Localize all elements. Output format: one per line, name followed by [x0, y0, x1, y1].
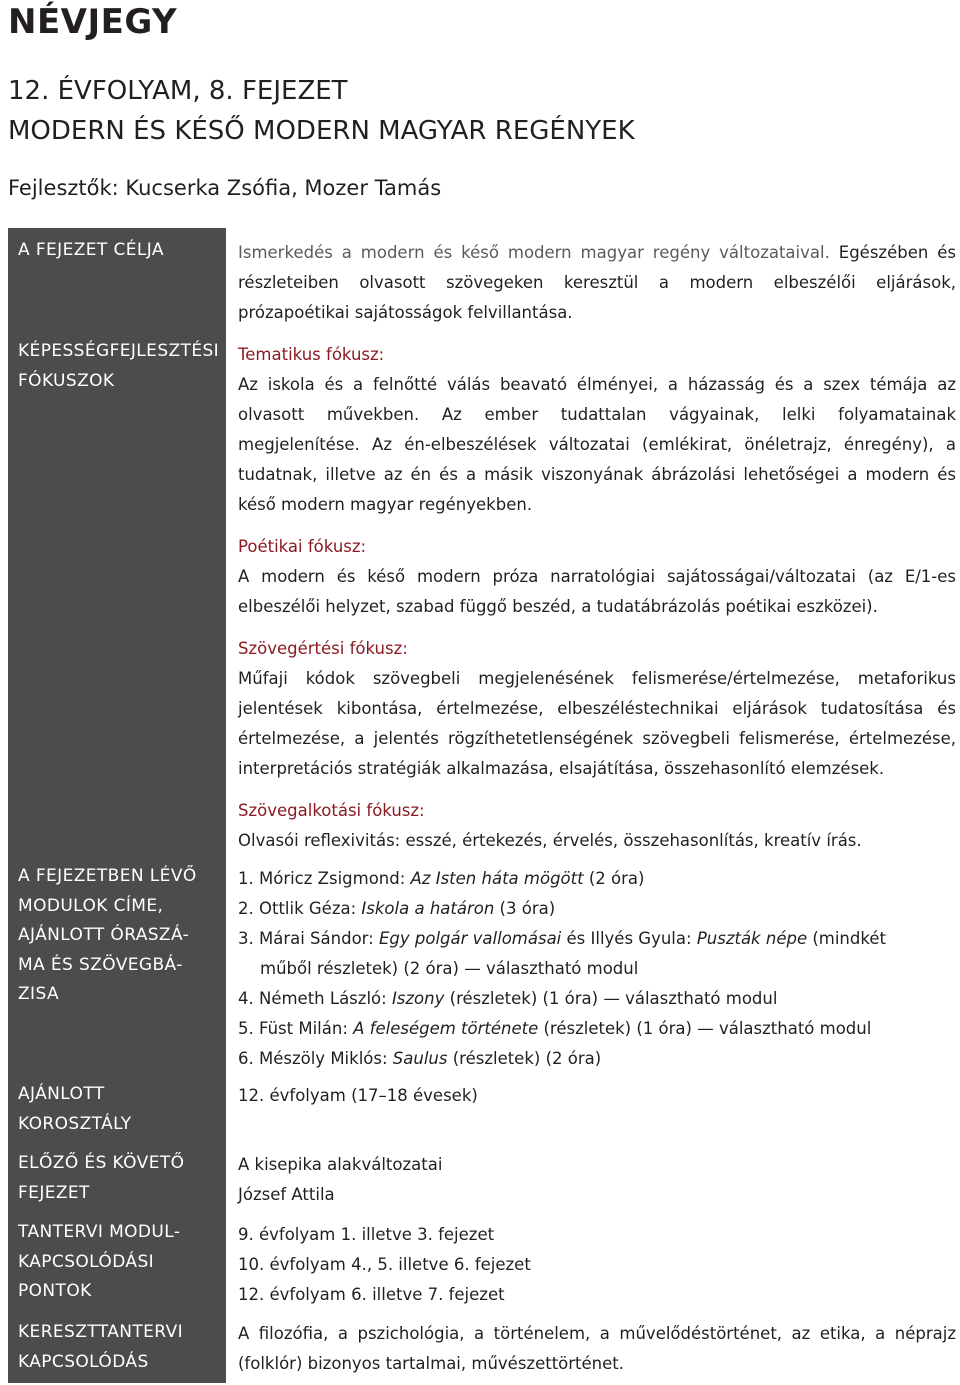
tantervi-line: 9. évfolyam 1. illetve 3. fejezet: [238, 1225, 495, 1244]
chapter-number: 12. ÉVFOLYAM, 8. FEJEZET: [8, 76, 348, 106]
sidebar-label-fokuszok: KÉPESSÉGFEJLESZTÉSI FÓKUSZOK: [18, 341, 220, 391]
module-list: [238, 864, 956, 1074]
szovegalkotasi-fokusz-label: Szövegalkotási fókusz:: [238, 801, 425, 820]
module-item: 5. Füst Milán: A feleségem története (részletek) (1 óra) — választható modul: [238, 1019, 872, 1038]
chapter-title: MODERN ÉS KÉSŐ MODERN MAGYAR REGÉNYEK: [8, 116, 635, 146]
developers-line: Fejlesztők: Kucserka Zsófia, Mozer Tamás: [8, 176, 442, 200]
poetikai-fokusz-label: Poétikai fókusz:: [238, 537, 367, 556]
tematikus-fokusz-text: Az iskola és a felnőtté válás beavató élményei, a házasság és a szex témája az olvasott művekben. Az ember tudattalan vágyainak, lelki folyamatainak megjelenítése. Az én-elbeszélések változatai (emlékirat, önéletrajz, énregény), a tudatnak, illetve az én és a másik viszonyának ábrázolási lehetőségei a modern és késő modern magyar regényekben.: [238, 375, 956, 514]
szovegertesi-fokusz-text: Műfaji kódok szövegbeli megjelenésének felismerése/értelmezése, metaforikus jelentések kibontása, értelmezése, elbeszéléstechnikai eljárások tudatosítása és értelmezése, a jelentés rögzíthetetlenségének szövegbeli felismerése, értelmezése, interpretációs stratégiák alkalmazása, elsajátítása, összehasonlító elemzések.: [238, 669, 956, 778]
koveto-fejezet: József Attila: [238, 1185, 335, 1204]
poetikai-fokusz-text: A modern és késő modern próza narratológiai sajátosságai/változatai (az E/1-es elbeszélői helyzet, szabad függő beszéd, a tudatábrázolás poétikai eszközei).: [238, 567, 956, 616]
tantervi-line: 12. évfolyam 6. illetve 7. fejezet: [238, 1285, 505, 1304]
section-kereszttantervi: [238, 1319, 956, 1379]
korosztaly-text: 12. évfolyam (17–18 évesek): [238, 1086, 478, 1105]
sidebar-label-modulok: A FEJEZETBEN LÉVŐ MODULOK CÍME, AJÁNLOTT ÓRASZÁ- MA ÉS SZÖVEGBÁ- ZISA: [18, 866, 197, 1004]
kereszttantervi-text: A filozófia, a pszichológia, a történelem, a művelődéstörténet, az etika, a néprajz (folklór) bizonyos tartalmai, művészettörténet.: [238, 1324, 956, 1373]
module-item: 2. Ottlik Géza: Iskola a határon (3 óra): [238, 899, 556, 918]
section-fokuszok: [238, 340, 956, 856]
module-item: 4. Németh László: Iszony (részletek) (1 óra) — választható modul: [238, 989, 778, 1008]
sidebar-label-kereszttantervi: KERESZTTANTERVI KAPCSOLÓDÁS: [18, 1322, 184, 1372]
szovegalkotasi-fokusz-text: Olvasói reflexivitás: esszé, értekezés, érvelés, összehasonlítás, kreatív írás.: [238, 831, 862, 850]
tematikus-fokusz-label: Tematikus fókusz:: [238, 345, 385, 364]
section-tantervi: [238, 1220, 956, 1310]
szovegertesi-fokusz-label: Szövegértési fókusz:: [238, 639, 408, 658]
sidebar-label-elozo-koveto: ELŐZŐ ÉS KÖVETŐ FEJEZET: [18, 1153, 185, 1203]
section-elozo-koveto: [238, 1150, 956, 1210]
elozo-fejezet: A kisepika alakváltozatai: [238, 1155, 443, 1174]
sidebar-label-korosztaly: AJÁNLOTT KOROSZTÁLY: [18, 1084, 132, 1134]
module-item: 6. Mészöly Miklós: Saulus (részletek) (2 óra): [238, 1049, 602, 1068]
module-item: 3. Márai Sándor: Egy polgár vallomásai és Illyés Gyula: Puszták népe (mindkét műből részletek) (2 óra) — választható modul: [238, 929, 886, 978]
module-item: 1. Móricz Zsigmond: Az Isten háta mögött (2 óra): [238, 869, 645, 888]
section-cel: [238, 238, 956, 328]
section-korosztaly: [238, 1081, 956, 1111]
sidebar-label-cel: A FEJEZET CÉLJA: [18, 240, 164, 260]
sidebar-panel: [8, 228, 226, 1383]
cel-text: Ismerkedés a modern és késő modern magyar regény változataival. Egészében és részleteiben olvasott szövegeken keresztül a modern elbeszélői eljárások, prózapoétikai sajátosságok felvillantása.: [238, 243, 956, 322]
tantervi-line: 10. évfolyam 4., 5. illetve 6. fejezet: [238, 1255, 531, 1274]
sidebar-label-tantervi: TANTERVI MODUL- KAPCSOLÓDÁSI PONTOK: [18, 1222, 181, 1301]
document-title: NÉVJEGY: [8, 2, 178, 42]
section-modulok: [238, 864, 956, 1074]
